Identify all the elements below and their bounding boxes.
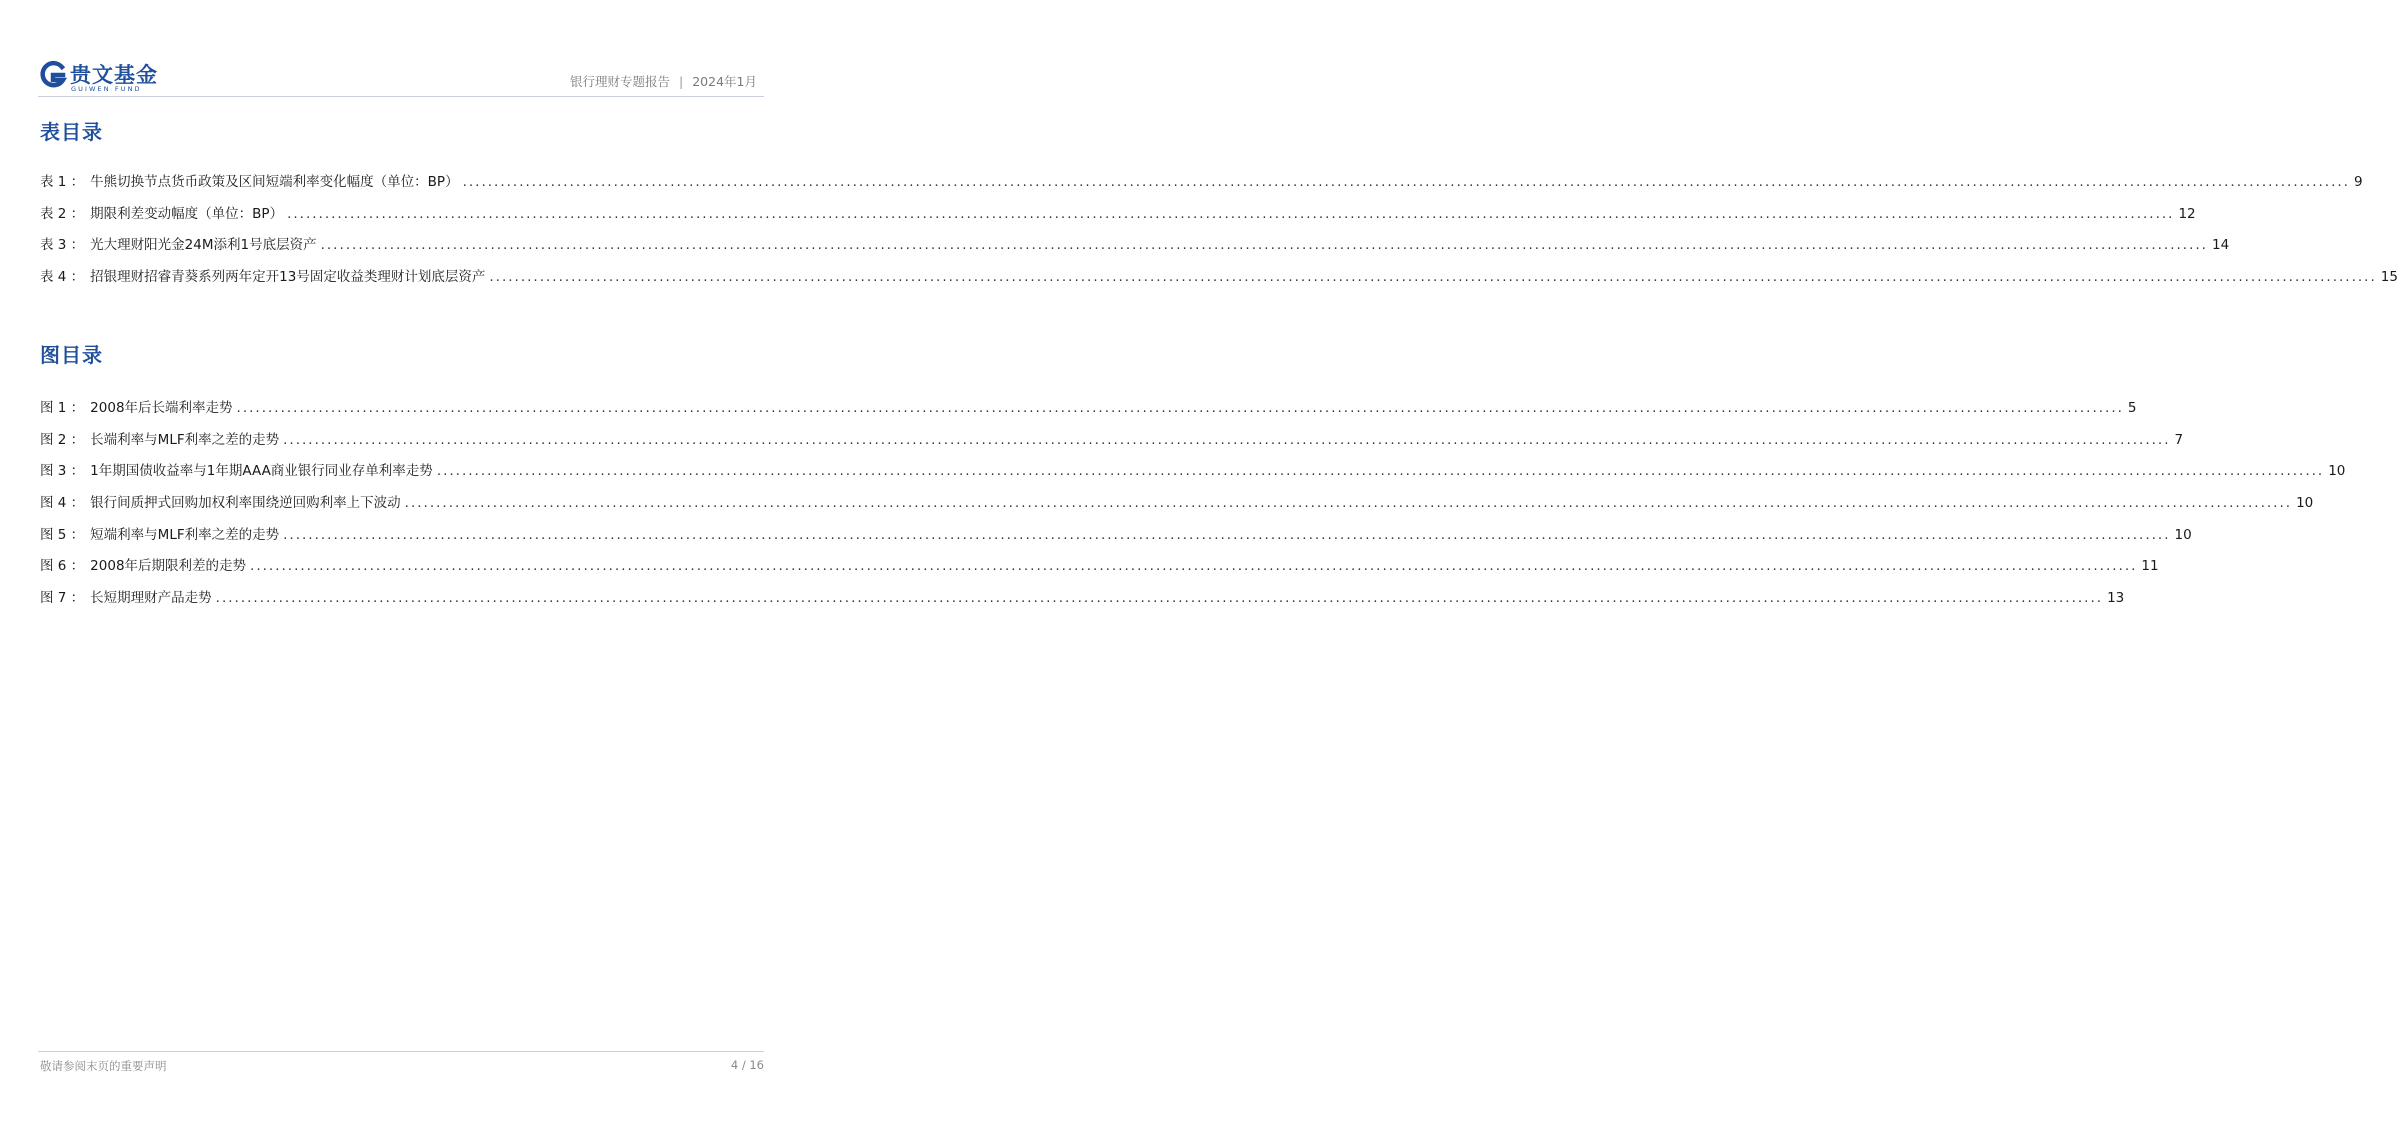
- toc-leader-dots: ............................................................................................................................................................................................................................................................................................................: [404, 495, 2293, 512]
- logo-text: 贵文基金: [70, 63, 158, 87]
- toc-item-title[interactable]: 短端利率与MLF利率之差的走势: [90, 526, 280, 543]
- logo-subtitle: GUIWEN FUND: [71, 85, 142, 93]
- report-title: 银行理财专题报告: [570, 74, 671, 89]
- toc-item-title[interactable]: 2008年后期限利差的走势: [90, 558, 247, 575]
- toc-item-number: 表 2 ：: [40, 205, 85, 222]
- header-divider: [38, 96, 764, 97]
- toc-item-title[interactable]: 长短期理财产品走势: [90, 590, 212, 607]
- figure-toc-row[interactable]: [40, 491, 2314, 523]
- toc-leader-dots: ............................................................................................................................................................................................................................................................................................................: [436, 463, 2325, 480]
- toc-item-number: 图 3 ：: [40, 463, 85, 480]
- toc-item-title[interactable]: 牛熊切换节点货币政策及区间短端利率变化幅度（单位：BP）: [90, 174, 459, 190]
- tables-toc-list: [40, 170, 2398, 297]
- toc-item-number: 图 6 ：: [40, 558, 85, 575]
- toc-item-page[interactable]: 10: [2328, 463, 2346, 480]
- figure-toc-row[interactable]: [40, 459, 2346, 491]
- toc-item-number: 表 4 ：: [40, 269, 85, 286]
- tables-toc-title: 表目录: [40, 120, 103, 144]
- table-toc-row[interactable]: [40, 170, 2363, 202]
- company-logo: [38, 60, 168, 96]
- toc-leader-dots: ............................................................................................................................................................................................................................................................................................................: [287, 205, 2175, 222]
- toc-leader-dots: ............................................................................................................................................................................................................................................................................................................: [250, 558, 2138, 575]
- toc-item-page[interactable]: 13: [2107, 590, 2125, 607]
- toc-item-number: 图 7 ：: [40, 590, 85, 607]
- logo-g-icon: [38, 60, 66, 90]
- figures-toc-title: 图目录: [40, 343, 103, 367]
- toc-item-title[interactable]: 招银理财招睿青葵系列两年定开13号固定收益类理财计划底层资产: [90, 269, 486, 286]
- toc-item-number: 图 4 ：: [40, 495, 85, 512]
- figure-toc-row[interactable]: [40, 396, 2137, 428]
- figure-toc-row[interactable]: [40, 554, 2159, 586]
- header-separator: |: [679, 74, 684, 89]
- toc-item-title[interactable]: 1年期国债收益率与1年期AAA商业银行同业存单利率走势: [90, 463, 433, 480]
- toc-leader-dots: ............................................................................................................................................................................................................................................................................................................: [283, 526, 2171, 543]
- toc-item-page[interactable]: 11: [2141, 558, 2159, 575]
- toc-leader-dots: ............................................................................................................................................................................................................................................................................................................: [215, 590, 2104, 607]
- toc-item-title[interactable]: 期限利差变动幅度（单位：BP）: [90, 205, 284, 222]
- table-toc-row[interactable]: [40, 233, 2230, 265]
- toc-item-title[interactable]: 长端利率与MLF利率之差的走势: [90, 431, 280, 448]
- table-toc-row[interactable]: [40, 265, 2398, 297]
- report-info: [570, 72, 757, 90]
- toc-item-page[interactable]: 5: [2127, 400, 2137, 416]
- toc-item-page[interactable]: 14: [2211, 237, 2230, 254]
- figure-toc-row[interactable]: [40, 586, 2125, 618]
- toc-item-page[interactable]: 7: [2174, 431, 2184, 448]
- toc-item-page[interactable]: 10: [2174, 526, 2192, 543]
- toc-leader-dots: ............................................................................................................................................................................................................................................................................................................: [283, 431, 2171, 448]
- footer-divider: [38, 1051, 764, 1052]
- page-header: [0, 0, 802, 100]
- toc-leader-dots: ............................................................................................................................................................................................................................................................................................................: [462, 174, 2350, 190]
- toc-item-number: 表 3 ：: [40, 237, 85, 254]
- footer-disclaimer: 敬请参阅末页的重要声明: [40, 1059, 167, 1073]
- report-date: 2024年1月: [692, 74, 757, 89]
- toc-item-title[interactable]: 银行间质押式回购加权利率围绕逆回购利率上下波动: [90, 495, 401, 512]
- toc-item-number: 图 5 ：: [40, 526, 85, 543]
- toc-item-number: 图 2 ：: [40, 431, 85, 448]
- toc-leader-dots: ............................................................................................................................................................................................................................................................................................................: [236, 400, 2124, 416]
- toc-item-page[interactable]: 9: [2353, 174, 2363, 190]
- toc-item-page[interactable]: 12: [2178, 205, 2196, 222]
- figure-toc-row[interactable]: [40, 428, 2184, 460]
- toc-item-page[interactable]: 15: [2380, 269, 2398, 286]
- toc-item-number: 图 1 ：: [40, 400, 85, 416]
- toc-item-title[interactable]: 光大理财阳光金24M添利1号底层资产: [90, 237, 317, 254]
- page-number: 4 / 16: [730, 1058, 764, 1072]
- toc-item-page[interactable]: 10: [2296, 495, 2314, 512]
- table-toc-row[interactable]: [40, 202, 2196, 234]
- figures-toc-list: [40, 396, 2346, 618]
- toc-item-number: 表 1 ：: [40, 174, 85, 190]
- figure-toc-row[interactable]: [40, 523, 2192, 555]
- toc-leader-dots: ............................................................................................................................................................................................................................................................................................................: [320, 237, 2208, 254]
- toc-item-title[interactable]: 2008年后长端利率走势: [90, 400, 233, 416]
- toc-leader-dots: ............................................................................................................................................................................................................................................................................................................: [489, 269, 2377, 286]
